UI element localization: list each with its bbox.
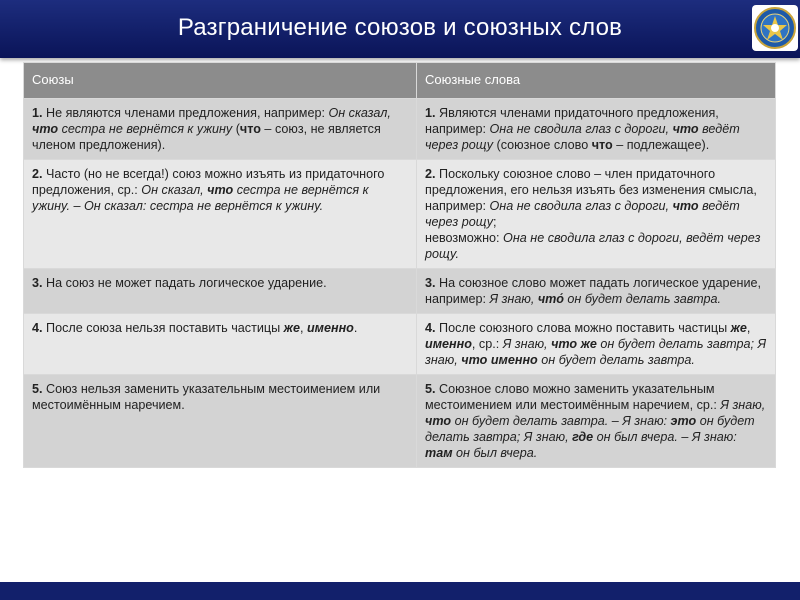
table-row (24, 375, 776, 468)
cell-text-run: 5. (425, 382, 436, 396)
cell-text-run: ведёт через рощу (425, 199, 740, 229)
cell-text-run: же (730, 321, 747, 335)
cell-text-run: он будет делать завтра. – Я знаю: (451, 414, 671, 428)
table-body (24, 99, 776, 468)
conjunctive-word-cell (417, 314, 776, 375)
conjunctive-word-cell (417, 160, 776, 269)
cell-text-run: там (425, 446, 453, 460)
slide-footer-bar (0, 582, 800, 600)
cell-text-run: , (299, 321, 307, 335)
cell-text-run: На союзное слово может падать логическое ударение, например: (425, 276, 761, 306)
cell-text-run: 1. (425, 106, 436, 120)
cell-text-run: где (572, 430, 594, 444)
cell-text-run: Он сказал, (328, 106, 391, 120)
table-header-row (24, 63, 776, 99)
cell-text-run: что (672, 199, 699, 213)
slide-header (0, 0, 800, 58)
cell-text-run: 3. (32, 276, 43, 290)
cell-text-run: он будет делать завтра; Я знаю, (425, 337, 767, 367)
cell-text-run: 4. (425, 321, 436, 335)
column-header-conjunctive-words: Союзные слова (417, 63, 776, 99)
cell-text-run: что́ (537, 292, 564, 306)
table-row (24, 314, 776, 375)
cell-text-run: Я знаю, (502, 337, 552, 351)
cell-text-run: что (672, 122, 699, 136)
cell-text-run: что (425, 414, 452, 428)
cell-text-run: ведёт через рощу (425, 122, 740, 152)
cell-text-run: Он сказал, (141, 183, 208, 197)
cell-text-run: После союзного слова можно поставить частицы (435, 321, 731, 335)
cell-text-run: Я знаю, (720, 398, 766, 412)
cell-text-run: – подлежащее). (612, 138, 710, 152)
cell-text-run: После союза нельзя поставить частицы (42, 321, 284, 335)
conjunction-cell (24, 375, 417, 468)
cell-text-run: что (591, 138, 613, 152)
cell-text-run: 5. (32, 382, 43, 396)
cell-text-run: Союзное слово можно заменить указательным местоимением или местоимённым наречием, ср.: (425, 382, 721, 412)
cell-text-run: Поскольку союзное слово – член придаточного предложения, его нельзя изъять без изменения смысла, например: (425, 167, 757, 213)
cell-text-run: 2. (425, 167, 436, 181)
conjunction-cell (24, 160, 417, 269)
cell-text-run: . (353, 321, 358, 335)
cell-text-run: что же (551, 337, 597, 351)
cell-text-run: 2. (32, 167, 43, 181)
cell-text-run: он был вчера. (452, 446, 538, 460)
cell-text-run: именно (425, 337, 472, 351)
cell-text-run: 1. (32, 106, 43, 120)
cell-text-run: Она не сводила глаз с дороги, (489, 199, 673, 213)
conjunctive-word-cell (417, 99, 776, 160)
cell-text-run: , ср.: (471, 337, 503, 351)
cell-text-run: это (670, 414, 697, 428)
round-seal-emblem-icon (752, 5, 798, 51)
cell-text-run: сестра не вернётся к ужину (58, 122, 233, 136)
cell-text-run: Часто (но не всегда!) союз можно изъять из придаточного предложения, ср.: (32, 167, 385, 197)
cell-text-run: Она не сводила глаз с дороги, ведёт через рощу. (425, 231, 761, 261)
cell-text-run: что именно (461, 353, 538, 367)
cell-text-run: Являются членами придаточного предложения, например: (425, 106, 719, 136)
conjunctive-word-cell (417, 375, 776, 468)
conjunction-cell (24, 269, 417, 314)
cell-text-run: Не являются членами предложения, например: (42, 106, 329, 120)
cell-text-run: 4. (32, 321, 43, 335)
conjunction-cell (24, 99, 417, 160)
table-row (24, 99, 776, 160)
cell-text-run: Я знаю, (489, 292, 538, 306)
cell-text-run: что (32, 122, 59, 136)
cell-text-run: , (746, 321, 751, 335)
cell-text-run: На союз не может падать логическое ударение. (42, 276, 327, 290)
cell-text-run: (союзное слово (493, 138, 592, 152)
cell-text-run: он будет делать завтра; Я знаю, (425, 414, 755, 444)
comparison-table (23, 62, 776, 468)
table-row (24, 160, 776, 269)
cell-text-run: Союз нельзя заменить указательным местоимением или местоимённым наречием. (32, 382, 381, 412)
cell-text-run: он был вчера. – Я знаю: (593, 430, 737, 444)
cell-text-run: он будет делать завтра. (537, 353, 695, 367)
cell-text-run: что (239, 122, 261, 136)
cell-text-run: же (283, 321, 300, 335)
slide-title: Разграничение союзов и союзных слов (177, 14, 623, 41)
cell-text-run: Она не сводила глаз с дороги, (489, 122, 673, 136)
cell-text-run: ( (232, 122, 240, 136)
conjunction-cell (24, 314, 417, 375)
cell-text-run: 3. (425, 276, 436, 290)
cell-text-run: – союз, не является членом предложения). (32, 122, 381, 152)
cell-text-run: что (207, 183, 234, 197)
cell-text-run: невозможно: (425, 231, 504, 245)
cell-text-run: ; (493, 215, 497, 229)
cell-text-run: он будет делать завтра. (563, 292, 722, 306)
table-row (24, 269, 776, 314)
cell-text-run: сестра не вернётся к ужину. – Он сказал: сестра не вернётся к ужину. (32, 183, 369, 213)
cell-text-run: именно (306, 321, 354, 335)
column-header-conjunctions: Союзы (24, 63, 417, 99)
conjunctive-word-cell (417, 269, 776, 314)
